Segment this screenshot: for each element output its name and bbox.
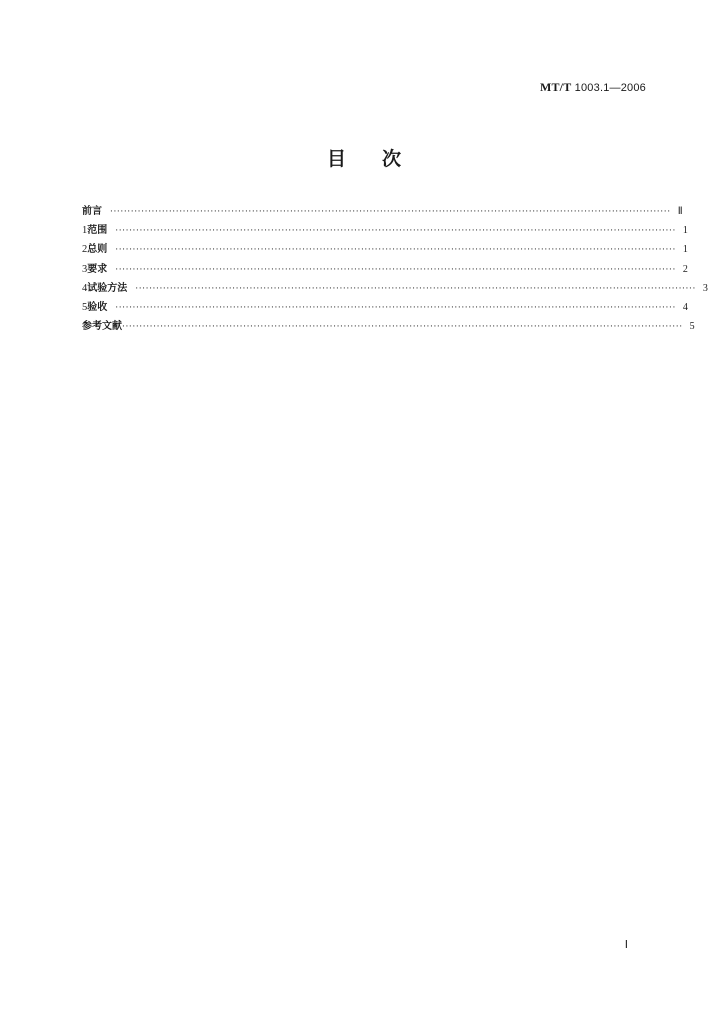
toc-dot-leader: ··································································································································································	[115, 226, 676, 237]
toc-entry-label: 总则	[87, 244, 108, 256]
toc-entry-number: 1	[82, 225, 88, 237]
standard-code	[540, 80, 646, 95]
toc-dot-leader: ··································································································································································	[135, 283, 696, 294]
toc-dot-leader: ··································································································································································	[110, 207, 671, 217]
toc-entry-page: 2	[682, 263, 688, 275]
toc-entry-label: 要求	[87, 263, 108, 275]
toc-entry-number: 2	[82, 244, 88, 256]
toc-entry-references[interactable]	[82, 317, 695, 336]
table-of-contents	[82, 202, 708, 336]
toc-entry-general[interactable]	[82, 240, 688, 259]
toc-entry-page: 1	[682, 244, 688, 256]
toc-entry-number: 5	[82, 301, 88, 313]
toc-dot-leader: ··································································································································································	[115, 302, 676, 313]
toc-entry-scope[interactable]	[82, 221, 688, 240]
toc-entry-page: Ⅱ	[677, 206, 683, 217]
toc-entry-page: 3	[702, 282, 708, 294]
toc-dot-leader: ··································································································································································	[115, 264, 676, 275]
standard-code-prefix: MT/T	[539, 80, 572, 94]
toc-dot-leader: ··································································································································································	[122, 322, 683, 333]
toc-entry-test-methods[interactable]	[82, 279, 708, 298]
toc-title: 目次	[326, 148, 437, 170]
toc-entry-page: 4	[682, 301, 688, 313]
standard-code-number: 1003.1—2006	[574, 82, 646, 94]
toc-entry-foreword[interactable]	[82, 202, 683, 221]
toc-entry-label: 范围	[87, 225, 108, 237]
toc-entry-page: 5	[689, 321, 695, 333]
toc-entry-label: 试验方法	[87, 282, 128, 294]
toc-entry-label: 前言	[82, 206, 102, 217]
toc-entry-acceptance[interactable]	[82, 298, 688, 317]
toc-entry-label: 验收	[87, 301, 108, 313]
toc-dot-leader: ··································································································································································	[115, 245, 676, 256]
toc-entry-number: 4	[82, 282, 88, 294]
toc-entry-number: 3	[82, 263, 88, 275]
toc-entry-requirements[interactable]	[82, 260, 688, 279]
page-number: Ⅰ	[624, 939, 628, 951]
toc-entry-label: 参考文献	[82, 321, 122, 333]
toc-entry-page: 1	[682, 225, 688, 237]
